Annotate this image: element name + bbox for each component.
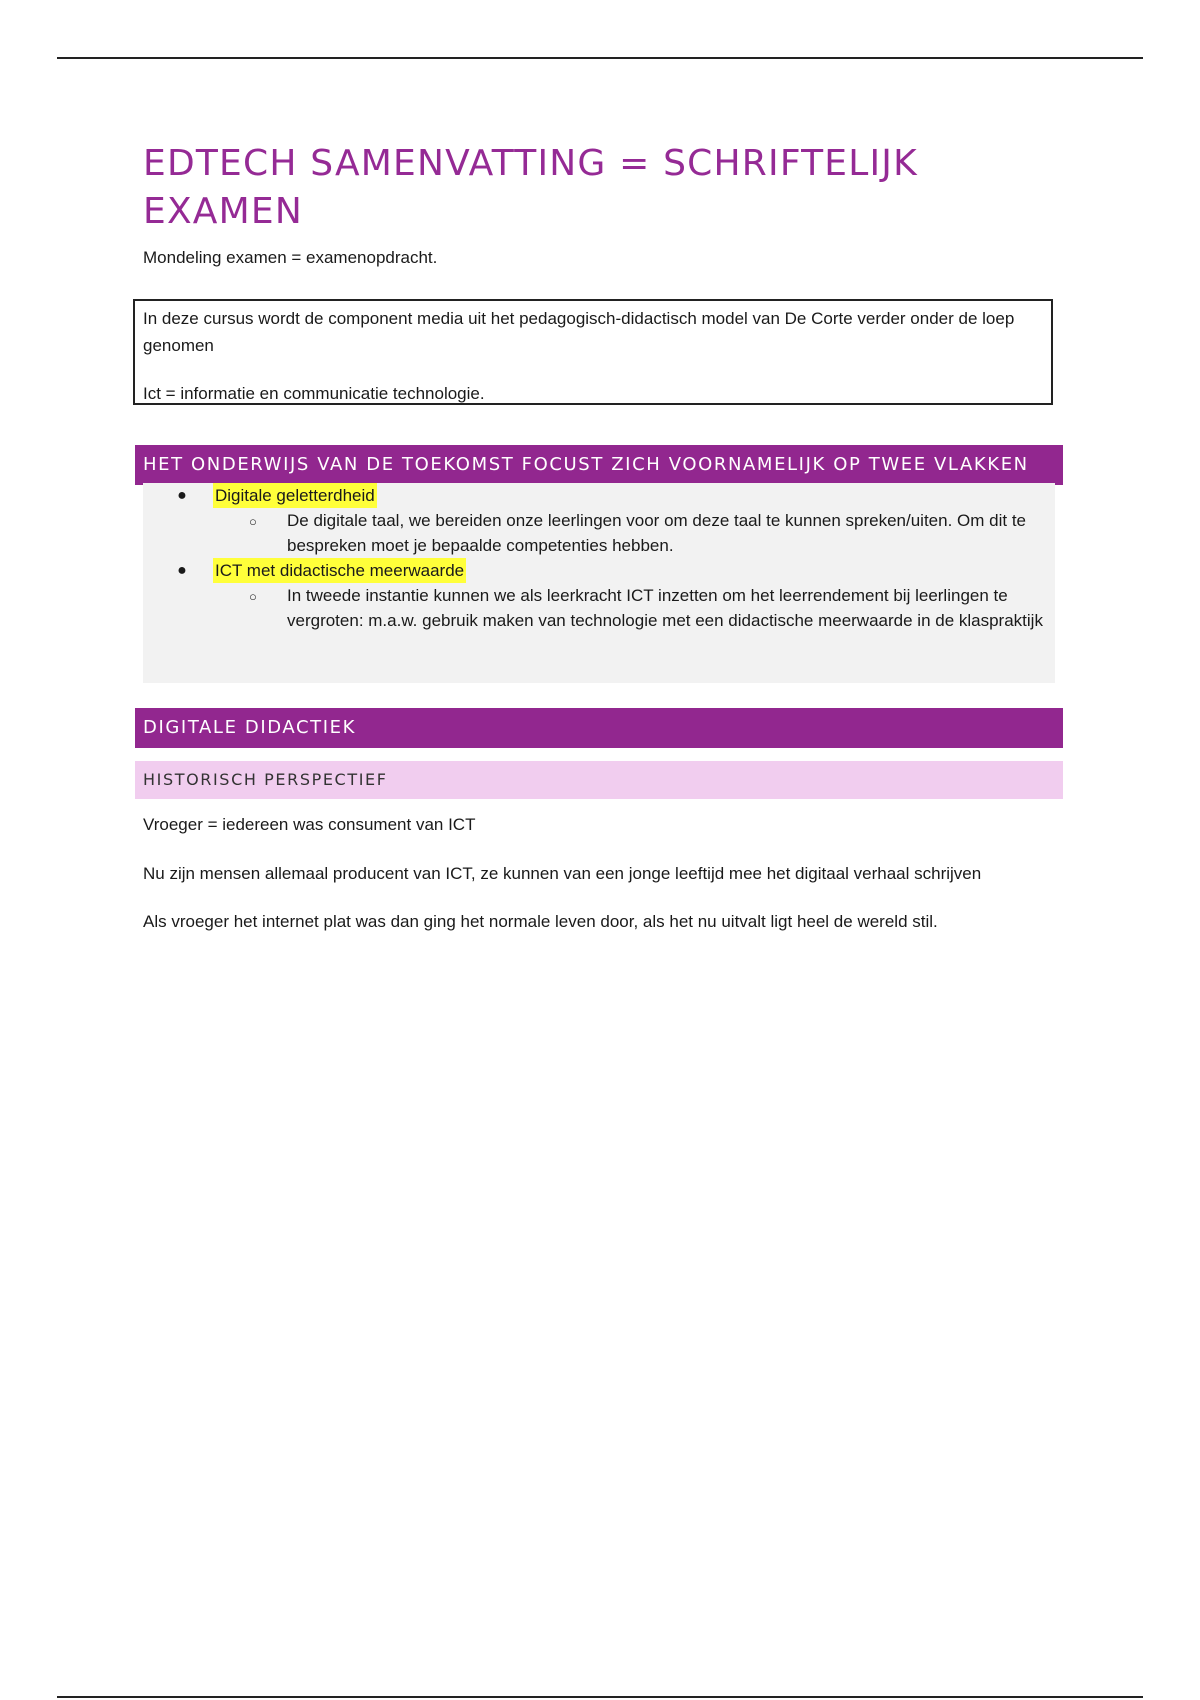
list-item bbox=[143, 483, 1055, 508]
list-subitem bbox=[249, 583, 1055, 633]
list-item bbox=[143, 558, 1055, 583]
subitem-text-line2: vergroten: m.a.w. gebruik maken van technologie met een didactische meerwaarde in de klaspraktijk bbox=[287, 611, 1043, 630]
page-title: EDTECH SAMENVATTING = SCHRIFTELIJK EXAMEN bbox=[143, 143, 918, 232]
paragraph: Als vroeger het internet plat was dan ging het normale leven door, als het nu uitvalt ligt heel de wereld stil. bbox=[143, 912, 938, 931]
section-heading-future-education: HET ONDERWIJS VAN DE TOEKOMST FOCUST ZICH VOORNAMELIJK OP TWEE VLAKKEN bbox=[135, 445, 1063, 485]
info-line-ict: Ict = informatie en communicatie technologie. bbox=[143, 384, 485, 403]
list-subitem bbox=[249, 508, 1055, 558]
highlighted-label: Digitale geletterdheid bbox=[213, 483, 377, 508]
subitem-text-line1: In tweede instantie kunnen we als leerkracht ICT inzetten om het leerrendement bij leerlingen te bbox=[287, 586, 1008, 605]
hollow-bullet-icon: ○ bbox=[249, 514, 257, 529]
focus-list bbox=[143, 483, 1055, 633]
subsection-heading-historical: HISTORISCH PERSPECTIEF bbox=[135, 761, 1063, 799]
info-box bbox=[133, 299, 1053, 405]
highlighted-label: ICT met didactische meerwaarde bbox=[213, 558, 466, 583]
header-rule bbox=[57, 57, 1143, 59]
subitem-text: De digitale taal, we bereiden onze leerlingen voor om deze taal te kunnen spreken/uiten. Om dit te bespreken moet je bepaalde competenties hebben. bbox=[287, 511, 1027, 555]
hollow-bullet-icon: ○ bbox=[249, 589, 257, 604]
subtitle-text: Mondeling examen = examenopdracht. bbox=[143, 248, 438, 267]
footer-rule bbox=[57, 1696, 1143, 1698]
paragraph: Vroeger = iedereen was consument van ICT bbox=[143, 815, 476, 834]
info-line-course: In deze cursus wordt de component media uit het pedagogisch-didactisch model van De Corte verder onder de loep genomen bbox=[143, 309, 1015, 355]
section-heading-digital-didactics: DIGITALE DIDACTIEK bbox=[135, 708, 1063, 748]
bullet-icon: ● bbox=[177, 562, 187, 579]
bullet-icon: ● bbox=[177, 487, 187, 504]
paragraph: Nu zijn mensen allemaal producent van ICT, ze kunnen van een jonge leeftijd mee het digitaal verhaal schrijven bbox=[143, 864, 982, 883]
